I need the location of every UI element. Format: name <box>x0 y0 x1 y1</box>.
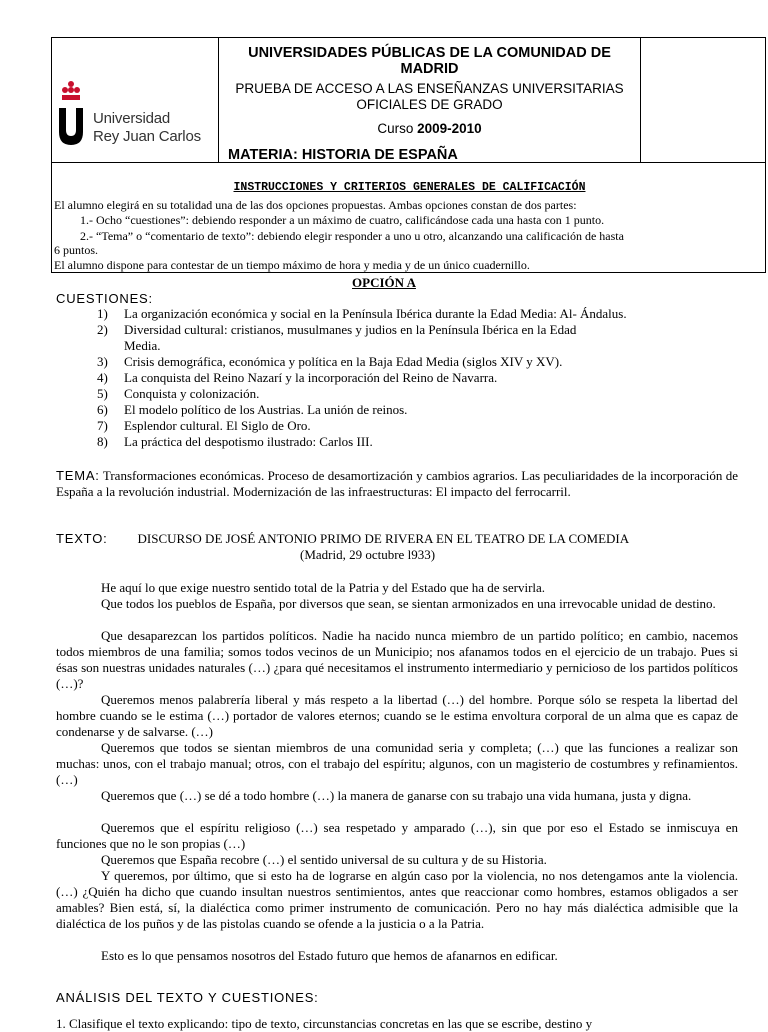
tema-paragraph: TEMA: Transformaciones económicas. Proceso de desamortización y cambios agrarios. Las peculiaridades de la incorporación de España a la revolución industrial. Modernización de las infraestructuras: El impacto del ferrocarril. <box>56 468 738 499</box>
instructions-line: 1.- Ocho “cuestiones”: debiendo responder a un máximo de cuatro, calificándose cada una hasta con 1 punto. <box>80 213 605 227</box>
option-title: OPCIÓN A <box>352 275 416 290</box>
cuestion-item <box>97 338 160 354</box>
cuestion-text: Conquista y colonización. <box>124 386 260 401</box>
title-cell <box>219 38 640 162</box>
exam-subtitle: PRUEBA DE ACCESO A LAS ENSEÑANZAS UNIVERSITARIAS OFICIALES DE GRADO <box>235 81 624 112</box>
cuestion-text: Media. <box>124 338 161 353</box>
cuestion-number: 5) <box>97 386 108 401</box>
texto-paragraph: Queremos que (…) se dé a todo hombre (…) la manera de ganarse con su trabajo una vida humana, justa y digna. <box>101 788 692 803</box>
cuestion-number: 1) <box>97 306 108 321</box>
cuestion-text: Esplendor cultural. El Siglo de Oro. <box>124 418 311 433</box>
cuestion-item <box>97 306 627 322</box>
analisis-label: ANÁLISIS DEL TEXTO Y CUESTIONES: <box>56 990 319 1005</box>
university-logo-icon <box>57 78 85 148</box>
cuestion-item <box>97 402 407 418</box>
cuestion-item <box>97 434 373 450</box>
analisis-question: 1. Clasifique el texto explicando: tipo de texto, circunstancias concretas en las que se escribe, destino y <box>56 1016 593 1031</box>
texto-paragraph: Queremos que el espíritu religioso (…) sea respetado y amparado (…), sin que por eso el Estado se inmiscuya en funciones que no le son propias (…) <box>56 820 738 851</box>
texto-paragraph: Y queremos, por último, que si esto ha de lograrse en algún caso por la violencia, no nos detengamos ante la violencia. (…) ¿Quién ha dicho que cuando insultan nuestros sentimientos, antes que reaccionar como hombres, estamos obligados a ser amables? Bien está, sí, la dialéctica como primer instrumento de comunicación. Pero no hay más dialéctica admisible que la dialéctica de los puños y de las pistolas cuando se ofende a la justicia o a la Patria. <box>56 868 738 931</box>
cuestion-item <box>97 322 576 338</box>
cuestiones-label: CUESTIONES: <box>56 291 153 306</box>
subject-label: MATERIA: HISTORIA DE ESPAÑA <box>228 147 458 163</box>
texto-paragraph: Que todos los pueblos de España, por diversos que sean, se sientan armonizados en una irrevocable unidad de destino. <box>101 596 716 611</box>
cuestion-text: El modelo político de los Austrias. La unión de reinos. <box>124 402 408 417</box>
texto-date: (Madrid, 29 octubre l933) <box>300 547 436 562</box>
cuestion-item <box>97 370 497 386</box>
instructions-line: 2.- “Tema” o “comentario de texto”: debiendo elegir responder a uno u otro, alcanzando una calificación de hasta <box>80 229 624 243</box>
instructions-line: El alumno dispone para contestar de un tiempo máximo de hora y media y de un único cuadernillo. <box>54 258 530 272</box>
texto-paragraph: Queremos menos palabrería liberal y más respeto a la libertad (…) del hombre. Porque sólo se respeta la libertad del hombre cuando se le estima (…) portador de valores eternos; cuando se le estima envoltura corporal de un alma que es capaz de condenarse y de salvarse. (…) <box>56 692 738 739</box>
texto-paragraph: Que desaparezcan los partidos políticos. Nadie ha nacido nunca miembro de un partido político; en cambio, nacemos todos miembros de una familia; somos todos vecinos de un Municipio; nos afanamos todos en el ejercicio de un trabajo. Pues si ésas son nuestras unidades naturales (…) ¿para qué necesitamos el instrumento intermediario y pernicioso de los partidos políticos (…)? <box>56 628 738 691</box>
cuestion-item <box>97 354 562 370</box>
cuestion-number: 2) <box>97 322 108 337</box>
cuestion-text: La conquista del Reino Nazarí y la incorporación del Reino de Navarra. <box>124 370 498 385</box>
cuestion-number: 7) <box>97 418 108 433</box>
cuestion-number: 6) <box>97 402 108 417</box>
cuestion-item <box>97 418 311 434</box>
texto-heading: TEXTO: DISCURSO DE JOSÉ ANTONIO PRIMO DE RIVERA EN EL TEATRO DE LA COMEDIA <box>56 531 630 546</box>
cuestion-number: 4) <box>97 370 108 385</box>
texto-paragraph: Queremos que todos se sientan miembros de una comunidad seria y completa; (…) que las funciones a realizar son muchas: unos, con el trabajo manual; otros, con el trabajo del espíritu; algunos, con un magisterio de costumbres y refinamientos. (…) <box>56 740 738 787</box>
cuestion-item <box>97 386 259 402</box>
instructions-box <box>51 163 766 273</box>
instructions-line: 6 puntos. <box>54 243 99 257</box>
university-name: Universidad Rey Juan Carlos <box>93 110 201 145</box>
header-table <box>51 37 766 163</box>
logo-cell <box>52 38 219 162</box>
cuestion-text: La organización económica y social en la Península Ibérica durante la Edad Media: Al- Ándalus. <box>124 306 627 321</box>
texto-paragraph: He aquí lo que exige nuestro sentido total de la Patria y del Estado que ha de servirla. <box>101 580 546 595</box>
empty-cell-divider <box>640 38 641 162</box>
instructions-line: El alumno elegirá en su totalidad una de las dos opciones propuestas. Ambas opciones constan de dos partes: <box>54 198 577 212</box>
texto-paragraph: Esto es lo que pensamos nosotros del Estado futuro que hemos de afanarnos en edificar. <box>101 948 558 963</box>
page-title: UNIVERSIDADES PÚBLICAS DE LA COMUNIDAD DE MADRID <box>248 45 611 77</box>
instructions-title: INSTRUCCIONES Y CRITERIOS GENERALES DE CALIFICACIÓN <box>233 181 586 194</box>
cuestion-number: 3) <box>97 354 108 369</box>
cuestion-text: La práctica del despotismo ilustrado: Carlos III. <box>124 434 373 449</box>
texto-paragraph: Queremos que España recobre (…) el sentido universal de su cultura y de su Historia. <box>101 852 547 867</box>
cuestion-text: Crisis demográfica, económica y política en la Baja Edad Media (siglos XIV y XV). <box>124 354 563 369</box>
course-year: Curso 2009-2010 <box>377 121 482 136</box>
cuestion-text: Diversidad cultural: cristianos, musulmanes y judios en la Península Ibérica en la Edad <box>124 322 577 337</box>
cuestion-number: 8) <box>97 434 108 449</box>
